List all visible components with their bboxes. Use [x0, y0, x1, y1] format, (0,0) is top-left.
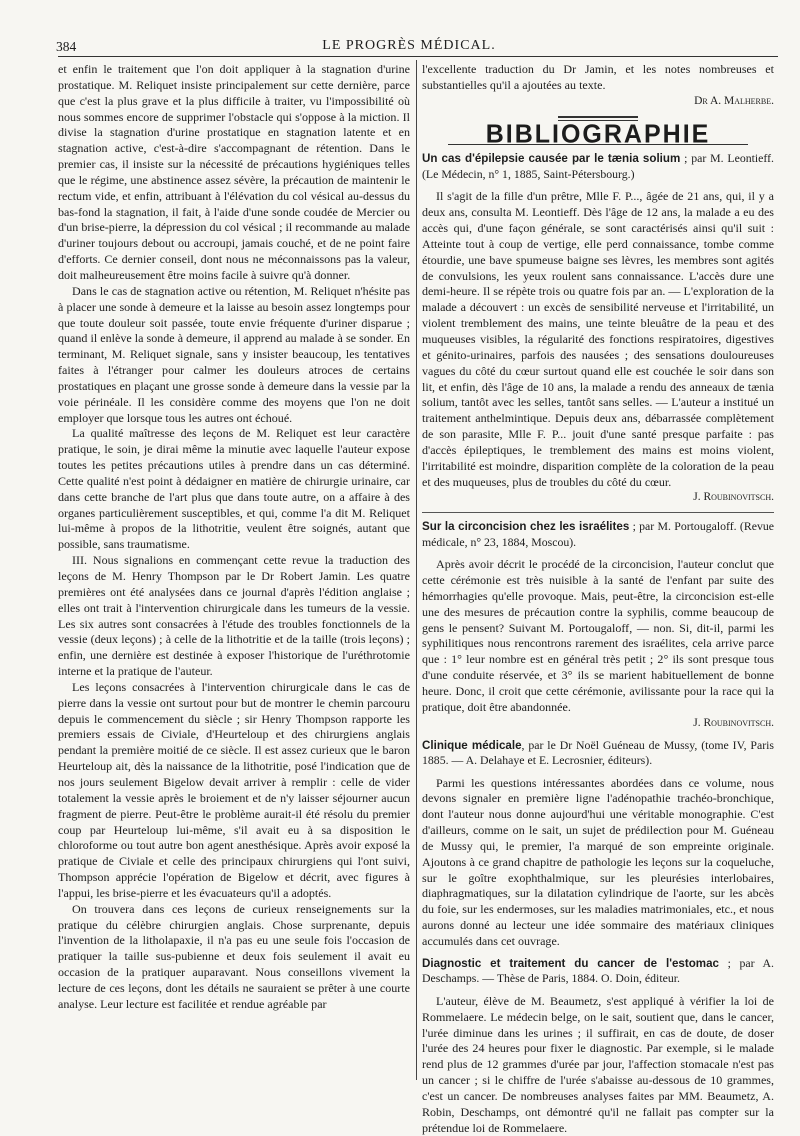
paragraph: et enfin le traitement que l'on doit appliquer à la stagnation d'urine prostatique. M. Reliquet insiste principalement sur cette dernière, parce que c'est la plus grave et la plus difficile à traiter, vu l'impossibilité où nous sommes encore de supprimer l'obstacle qui s'oppose à la miction. Il divise la stagnation d'urine prostatique en stagnation latente et en stagnation active, c'est-à-dire s'accompagnant de rétention. Dans le premier cas, il insiste sur la nécessité de précautions hygiéniques telles que le régime, une abstinence assez sévère, la précaution de maintenir le rectum vide, et enfin, attribuant à l'élévation du col vésical au-dessus du bas-fond la stagnation, il fait, à l'aide d'une sonde coudée de Mercier ou d'un brise-pierre, la dépression du col vésical ; il recommande au malade d'uriner toujours debout ou accroupi, jamais couché, et de ne point faire d'efforts. Ce dernier conseil, dont nous ne méconnaissons pas la valeur, doit malheureusement être moins facile à suivre qu'à donner.: [58, 62, 410, 282]
review-title: Un cas d'épilepsie causée par le tænia solium: [422, 152, 681, 166]
signature: Dr A. Malherbe.: [694, 94, 774, 107]
review-heading: [422, 519, 774, 549]
paragraph: l'excellente traduction du Dr Jamin, et les notes nombreuses et substantielles qu'il a ajoutées au texte.: [422, 62, 774, 92]
paragraph: III. Nous signalions en commençant cette revue la traduction des leçons de M. Henry Thompson par le Dr Robert Jamin. Les quatre premières ont été analysées dans ce journal d'après l'édition anglaise ; elles ont trait à l'intervention chirurgicale dans les tumeurs de la vessie. Les six autres sont consacrées à l'étude des troubles fonctionnels de la vessie (deux leçons) ; à celle de la lithotritie et de la taille (trois leçons) ; enfin, une dernière est destinée à exposer l'historique de l'uréthrotomie interne et la pratique de l'auteur.: [58, 553, 410, 679]
review-source: , par le Dr Noël Guéneau de Mussy, (tome IV, Paris 1885. — A. Delahaye et E. Lecrosnier, éditeurs).: [422, 737, 774, 768]
left-column: [58, 62, 410, 1013]
page-number: 384: [56, 39, 77, 54]
paragraph: Les leçons consacrées à l'intervention chirurgicale dans le cas de pierre dans la vessie ont surtout pour but de montrer le chemin parcouru depuis le commencement du siècle ; sir Henry Thompson rapporte les premiers essais de Civiale, d'Heurteloup et des chirurgiens anglais pendant la première moitié de ce siècle. Il est assez curieux que le baron Heurteloup ait, dès la naissance de la lithotritie, posé l'indication que de nos jours seulement Bigelow devait arriver à remplir : celle de vider totalement la vessie après le broiement et de n'y laisser séjourner aucun fragment de pierre. Peut-être le problème aurait-il été résolu du premier coup par Heurteloup lui-même, s'il avait eu à sa disposition le chloroforme ou tout autre bon agent anesthésique. Après avoir exposé la pratique de Civiale et celle des principaux chirurgiens qui l'ont suivi, Thompson apprécie l'opération de Bigelow et décrit, avec figures à l'appui, les brise-pierre et les évacuateurs qu'il a adoptés.: [58, 679, 410, 900]
review-source: ; par M. Portougaloff. (Revue médicale, n° 23, 1884, Moscou).: [422, 519, 774, 549]
running-title: LE PROGRÈS MÉDICAL.: [322, 38, 496, 53]
header-rule: [58, 56, 778, 57]
section-title: BIBLIOGRAPHIE: [485, 118, 711, 149]
review-source: ; par M. Leontieff. (Le Médecin, n° 1, 1885, Saint-Pétersbourg.): [422, 151, 774, 181]
divider: [422, 512, 774, 513]
paragraph: On trouvera dans ces leçons de curieux renseignements sur la pratique du célèbre chirurgien anglais. Chose surprenante, depuis l'invention de la litholapaxie, il n'a pas eu une seule fois l'occasion de pratiquer la taille sus-pubienne et deux fois seulement il avait eu occasion de la pratiquer auparavant. Nous conseillons vivement la lecture de ces leçons, dont les détails ne sauraient se prêter à une courte analyse. Leur lecture est facilitée et rendue agréable par: [58, 901, 410, 1011]
review-body: Parmi les questions intéressantes abordées dans ce volume, nous devons signaler en première ligne l'adénopathie trachéo-bronchique, dont l'auteur nous donne aujourd'hui une véritable monographie. C'est d'ailleurs, comme on le sait, un sujet de prédilection pour M. Guéneau de Mussy qui, le premier, l'a marqué de son empreinte originale. Ajoutons à ce grand chapitre de pathologie les leçons sur la coqueluche, sur le goître exophthalmique, sur les pleurésies interlobaires, diaphragmatiques, sur la dilatation cylindrique de l'aorte, sur les abcès du foie, sur les endermoses, sur les maladies matrimoniales, etc., et nous aurons donné au lecteur une idée sommaire des matériaux cliniques accumulés dans cet ouvrage.: [422, 775, 774, 948]
review-source: ; par A. Deschamps. — Thèse de Paris, 1884. O. Doin, éditeur.: [422, 955, 774, 986]
review-item: [422, 519, 774, 731]
review-heading: [422, 151, 774, 181]
review-title: Sur la circoncision chez les israélites: [422, 520, 630, 534]
review-item: [422, 738, 774, 950]
review-heading: [422, 738, 774, 768]
review-item: [422, 151, 774, 513]
signature: J. Roubinovitsch.: [693, 491, 774, 504]
review-heading: [422, 956, 774, 986]
page-header: [44, 30, 774, 52]
review-title: Clinique médicale: [422, 738, 522, 752]
right-column: [422, 62, 774, 1136]
review-body: L'auteur, élève de M. Beaumetz, s'est appliqué à vérifier la loi de Rommelaere. Le médecin belge, on le sait, soutient que, dans le cancer, l'urée diminue dans les urines ; il suffirait, en cas de doute, de doser l'urée des 24 heures pour fixer le diagnostic. Par exemple, si le malade rend plus de 12 grammes d'urée par jour, l'affection stomacale n'est pas un cancer ; si le chiffre de l'urée s'abaisse au-dessous de 10 grammes, c'est un cancer. De nombreuses analyses faites par MM. Beaumetz, A. Robin, Deschamps, ont démontré qu'il ne fallait pas compter sur la prétendue loi de Rommelaere.: [422, 993, 774, 1135]
review-body: Il s'agit de la fille d'un prêtre, Mlle F. P..., âgée de 21 ans, qui, il y a deux ans, consulta M. Leontieff. Dès l'âge de 12 ans, la malade a eu des accès qui, d'une façon générale, se sont caractérisés ainsi qu'il suit : Atteinte tout à coup de vertige, elle perd connaissance, tombe comme étourdie, une bave spumeuse baigne ses lèvres, les membres sont agités de convulsions, les yeux roulent sans connaissance. L'accès dure une demi-heure. Il se répète trois ou quatre fois par an. — L'exploration de la malade a découvert : un excès de sensibilité nerveuse et l'irritabilité, un violent tremblement des mains, une teinte bleuâtre de la peau et des muqueuses visibles, la régularité des fonctions respiratoires, digestives et génito-urinaires, parfois des nausées ; des sensations douloureuses vagues du côté du cœur surtout quand elle est couchée le soir dans son lit, et enfin, dès l'âge de 10 ans, la malade a rendu des anneaux de tænia solium, tantôt avec les selles, tantôt sans selles. — L'auteur a institué un traitement anthelmintique. Depuis deux ans, débarrassée complètement de son parasite, Mlle F. P... jouit d'une santé presque parfaite : pas d'accès épileptiques, le tremblement des mains est moins violent, l'irritabilité est moindre, disparition complète de la coloration de la peau et des muqueuses, plus de troubles du côté du cœur.: [422, 189, 774, 489]
paragraph: La qualité maîtresse des leçons de M. Reliquet est leur caractère pratique, le soin, je dirai même la minutie avec laquelle l'auteur expose toutes les petites précautions utiles à prendre dans un cas déterminé. Cette qualité n'est point à dédaigner en matière de chirurgie urinaire, car dans cette branche de l'art plus que dans toute autre, on a affaire à des organes particulièrement susceptibles, et qui, comme l'a dit M. Reliquet lui-même à propos de la lithotritie, veulent être soignés, autant que possible, sans traumatisme.: [58, 426, 410, 552]
signature: J. Roubinovitsch.: [693, 716, 774, 729]
review-item: [422, 956, 774, 1136]
review-title: Diagnostic et traitement du cancer de l'estomac: [422, 956, 719, 970]
review-body: Après avoir décrit le procédé de la circoncision, l'auteur conclut que cette cérémonie est très nuisible à la santé de l'enfant par suite des hémorrhagies qu'elle provoque. Mais, peut-être, la circoncision est-elle une des mesures de précaution contre la syphilis, comme beaucoup de gens le pensent? Suivant M. Portougaloff, — non. Si, dit-il, parmi les syphilitiques nous rencontrons rarement des israélites, cela arrive parce que : 1° leur nombre est en général très petit ; 2° ils sont presque tous d'une conduite réservée, et 3° ils se marient habituellement de bonne heure. Donc, il croit que cette cérémonie, avilissante pour la race qui la pratique, doit être abandonnée.: [422, 557, 774, 714]
column-divider: [416, 60, 417, 1080]
paragraph: Dans le cas de stagnation active ou rétention, M. Reliquet n'hésite pas à placer une sonde à demeure et la laisse au besoin assez longtemps pour que toute douleur soit passée, toute envie fréquente d'uriner disparue ; quand il enlève la sonde à demeure, il apprend au malade à se sonder. En terminant, M. Reliquet signale, sans y insister beaucoup, les tentatives faites à l'étranger pour calmer les douleurs atroces de certains prostatiques en plaçant une grosse sonde à demeure dans la vessie par la voie périnéale. Il les considère comme des moyens que l'on ne doit employer que lorsque tous les autres ont échoué.: [58, 283, 410, 425]
